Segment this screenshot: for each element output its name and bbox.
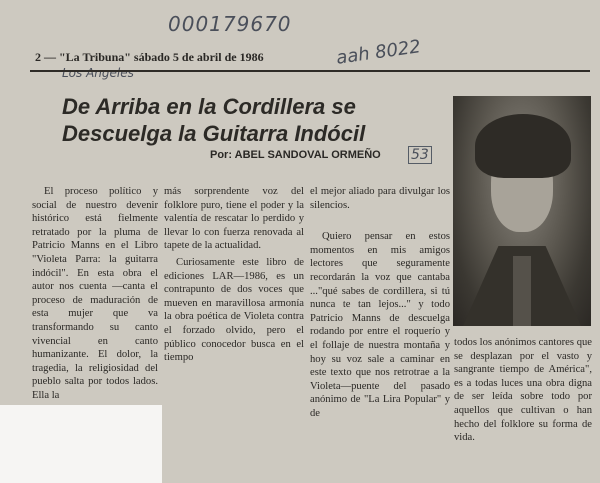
blank-scan-area: [0, 405, 162, 483]
newspaper-header: 2 — "La Tribuna" sábado 5 de abril de 1986: [35, 50, 264, 64]
paragraph: Curiosamente este libro de ediciones LAR—1986, es un contrapunto de dos voces que mueven en maravillosa armonía la obra poética de Violeta contra el forzado olvido, pero el público conocedor busca en el tiempo: [164, 256, 304, 364]
paragraph: El proceso político y social de nuestro devenir histórico está fielmente retratado por la pluma de Patricio Manns en el Libro "Violeta Parra: la guitarra indócil". En esta obra el autor nos cuenta —canta el proceso de maduración de esta mujer que va transformando su canto vivencial en canto humanizante. El dolor, la tragedia, la religiosidad del pueblo salta por todos lados. Ella la: [32, 186, 158, 401]
paragraph: el mejor aliado para divulgar los silencios.: [310, 186, 450, 211]
paragraph: más sorprendente voz del folklore puro, tiene el poder y la valentía de rescatar lo perdido y llevar lo con fuerza renovada al tapete de la actualidad.: [164, 186, 304, 252]
handwritten-catalog-code: 000179670: [168, 12, 292, 36]
article-title: [62, 93, 422, 147]
handwritten-page-mark: 53: [408, 146, 432, 164]
article-column-3: [310, 185, 450, 424]
article-byline: Por: ABEL SANDOVAL ORMEÑO: [210, 149, 381, 161]
header-rule: [30, 70, 590, 72]
article-column-2: [164, 185, 304, 368]
paragraph: Quiero pensar en estos momentos en mis amigos lectores que seguramente recordarán la voz que cantaba ..."qué sabes de cordillera, si tú nunca te tan lejos..." y todo Patricio Manns de descuelga rodando por entre el roquerío y el follaje de nuestra montaña y hoy su voz sale a caminar en este texto que nos retrotrae a la Violeta—puente del pasado anónimo de "La Lira Popular" y de: [310, 231, 450, 419]
photo-hair: [475, 114, 571, 178]
author-photo: [453, 96, 591, 326]
paragraph: todos los anónimos cantores que se desplazan por el vasto y sangrante tiempo de América", es a todas luces una obra digna de ser leída sobre todo por aquellos que cultivan o han hecho del folklore su forma de vida.: [454, 337, 592, 444]
handwritten-place: Los Angeles: [62, 66, 134, 80]
title-line-1: De Arriba en la Cordillera se: [62, 94, 356, 119]
handwritten-archive-mark: aah 8022: [334, 36, 423, 69]
article-column-1: [32, 185, 158, 406]
title-line-2: Descuelga la Guitarra Indócil: [62, 121, 366, 146]
photo-tie: [513, 256, 531, 326]
article-column-4: [454, 336, 592, 448]
